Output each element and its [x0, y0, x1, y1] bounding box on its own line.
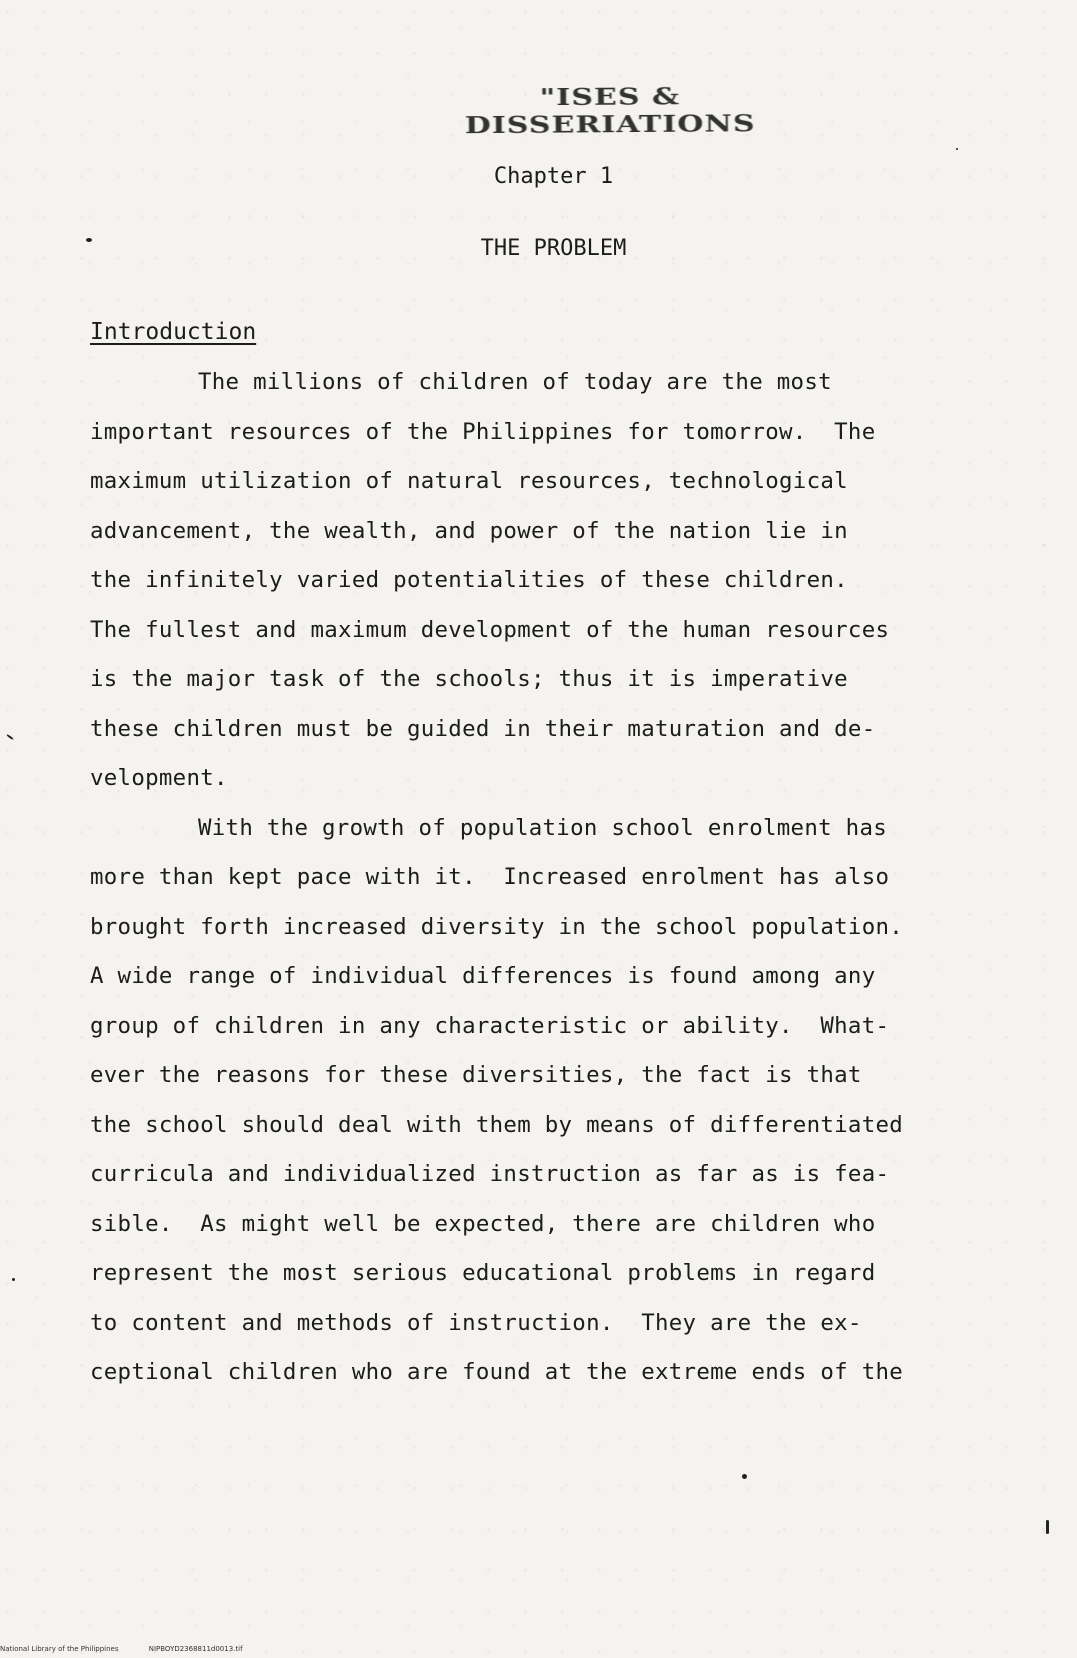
text-line: velopment.	[90, 765, 228, 791]
text-line: to content and methods of instruction. They are the ex-	[90, 1309, 862, 1336]
text-line: more than kept pace with it. Increased enrolment has also	[90, 864, 890, 890]
text-line: sible. As might well be expected, there are children who	[90, 1210, 876, 1237]
text-line: the infinitely varied potentialities of these children.	[90, 567, 848, 593]
text-line: maximum utilization of natural resources, technological	[90, 468, 848, 494]
text-line: the school should deal with them by means of differentiated	[90, 1111, 904, 1138]
introduction-heading: Introduction	[90, 319, 257, 345]
text-line: brought forth increased diversity in the school population.	[90, 913, 904, 940]
footer-source: National Library of the Philippines	[0, 1645, 119, 1653]
scan-footer	[0, 1645, 271, 1653]
scan-speck	[86, 238, 92, 242]
theses-dissertations-stamp	[430, 82, 791, 139]
scan-speck	[12, 1278, 15, 1281]
text-line: ceptional children who are found at the extreme ends of the	[90, 1359, 904, 1385]
text-line: ever the reasons for these diversities, the fact is that	[90, 1062, 862, 1088]
stamp-text: "ISES & DISSERIATIONS	[464, 83, 756, 140]
text-line: advancement, the wealth, and power of the nation lie in	[90, 517, 848, 544]
section-title: THE PROBLEM	[480, 236, 627, 261]
text-line: A wide range of individual differences is found among any	[90, 963, 876, 989]
text-line: represent the most serious educational problems in regard	[90, 1260, 876, 1286]
text-line: important resources of the Philippines for tomorrow. The	[90, 418, 876, 445]
scan-speck	[1046, 1520, 1049, 1534]
text-line: The fullest and maximum development of the human resources	[90, 616, 890, 643]
scan-speck	[956, 148, 958, 150]
footer-file-id: NIPBOYD2368811d0013.tif	[148, 1645, 243, 1653]
text-line: The millions of children of today are the most	[198, 369, 832, 395]
text-line: With the growth of population school enrolment has	[198, 814, 888, 841]
scan-speck	[6, 734, 14, 740]
text-line: these children must be guided in their maturation and de-	[90, 715, 876, 742]
text-line: group of children in any characteristic or ability. What-	[90, 1012, 890, 1039]
chapter-label: Chapter 1	[493, 164, 614, 189]
scan-speck	[742, 1474, 747, 1479]
text-line: is the major task of the schools; thus it is imperative	[90, 666, 848, 692]
body-text	[90, 362, 1020, 1402]
text-line: curricula and individualized instruction as far as is fea-	[90, 1161, 890, 1187]
